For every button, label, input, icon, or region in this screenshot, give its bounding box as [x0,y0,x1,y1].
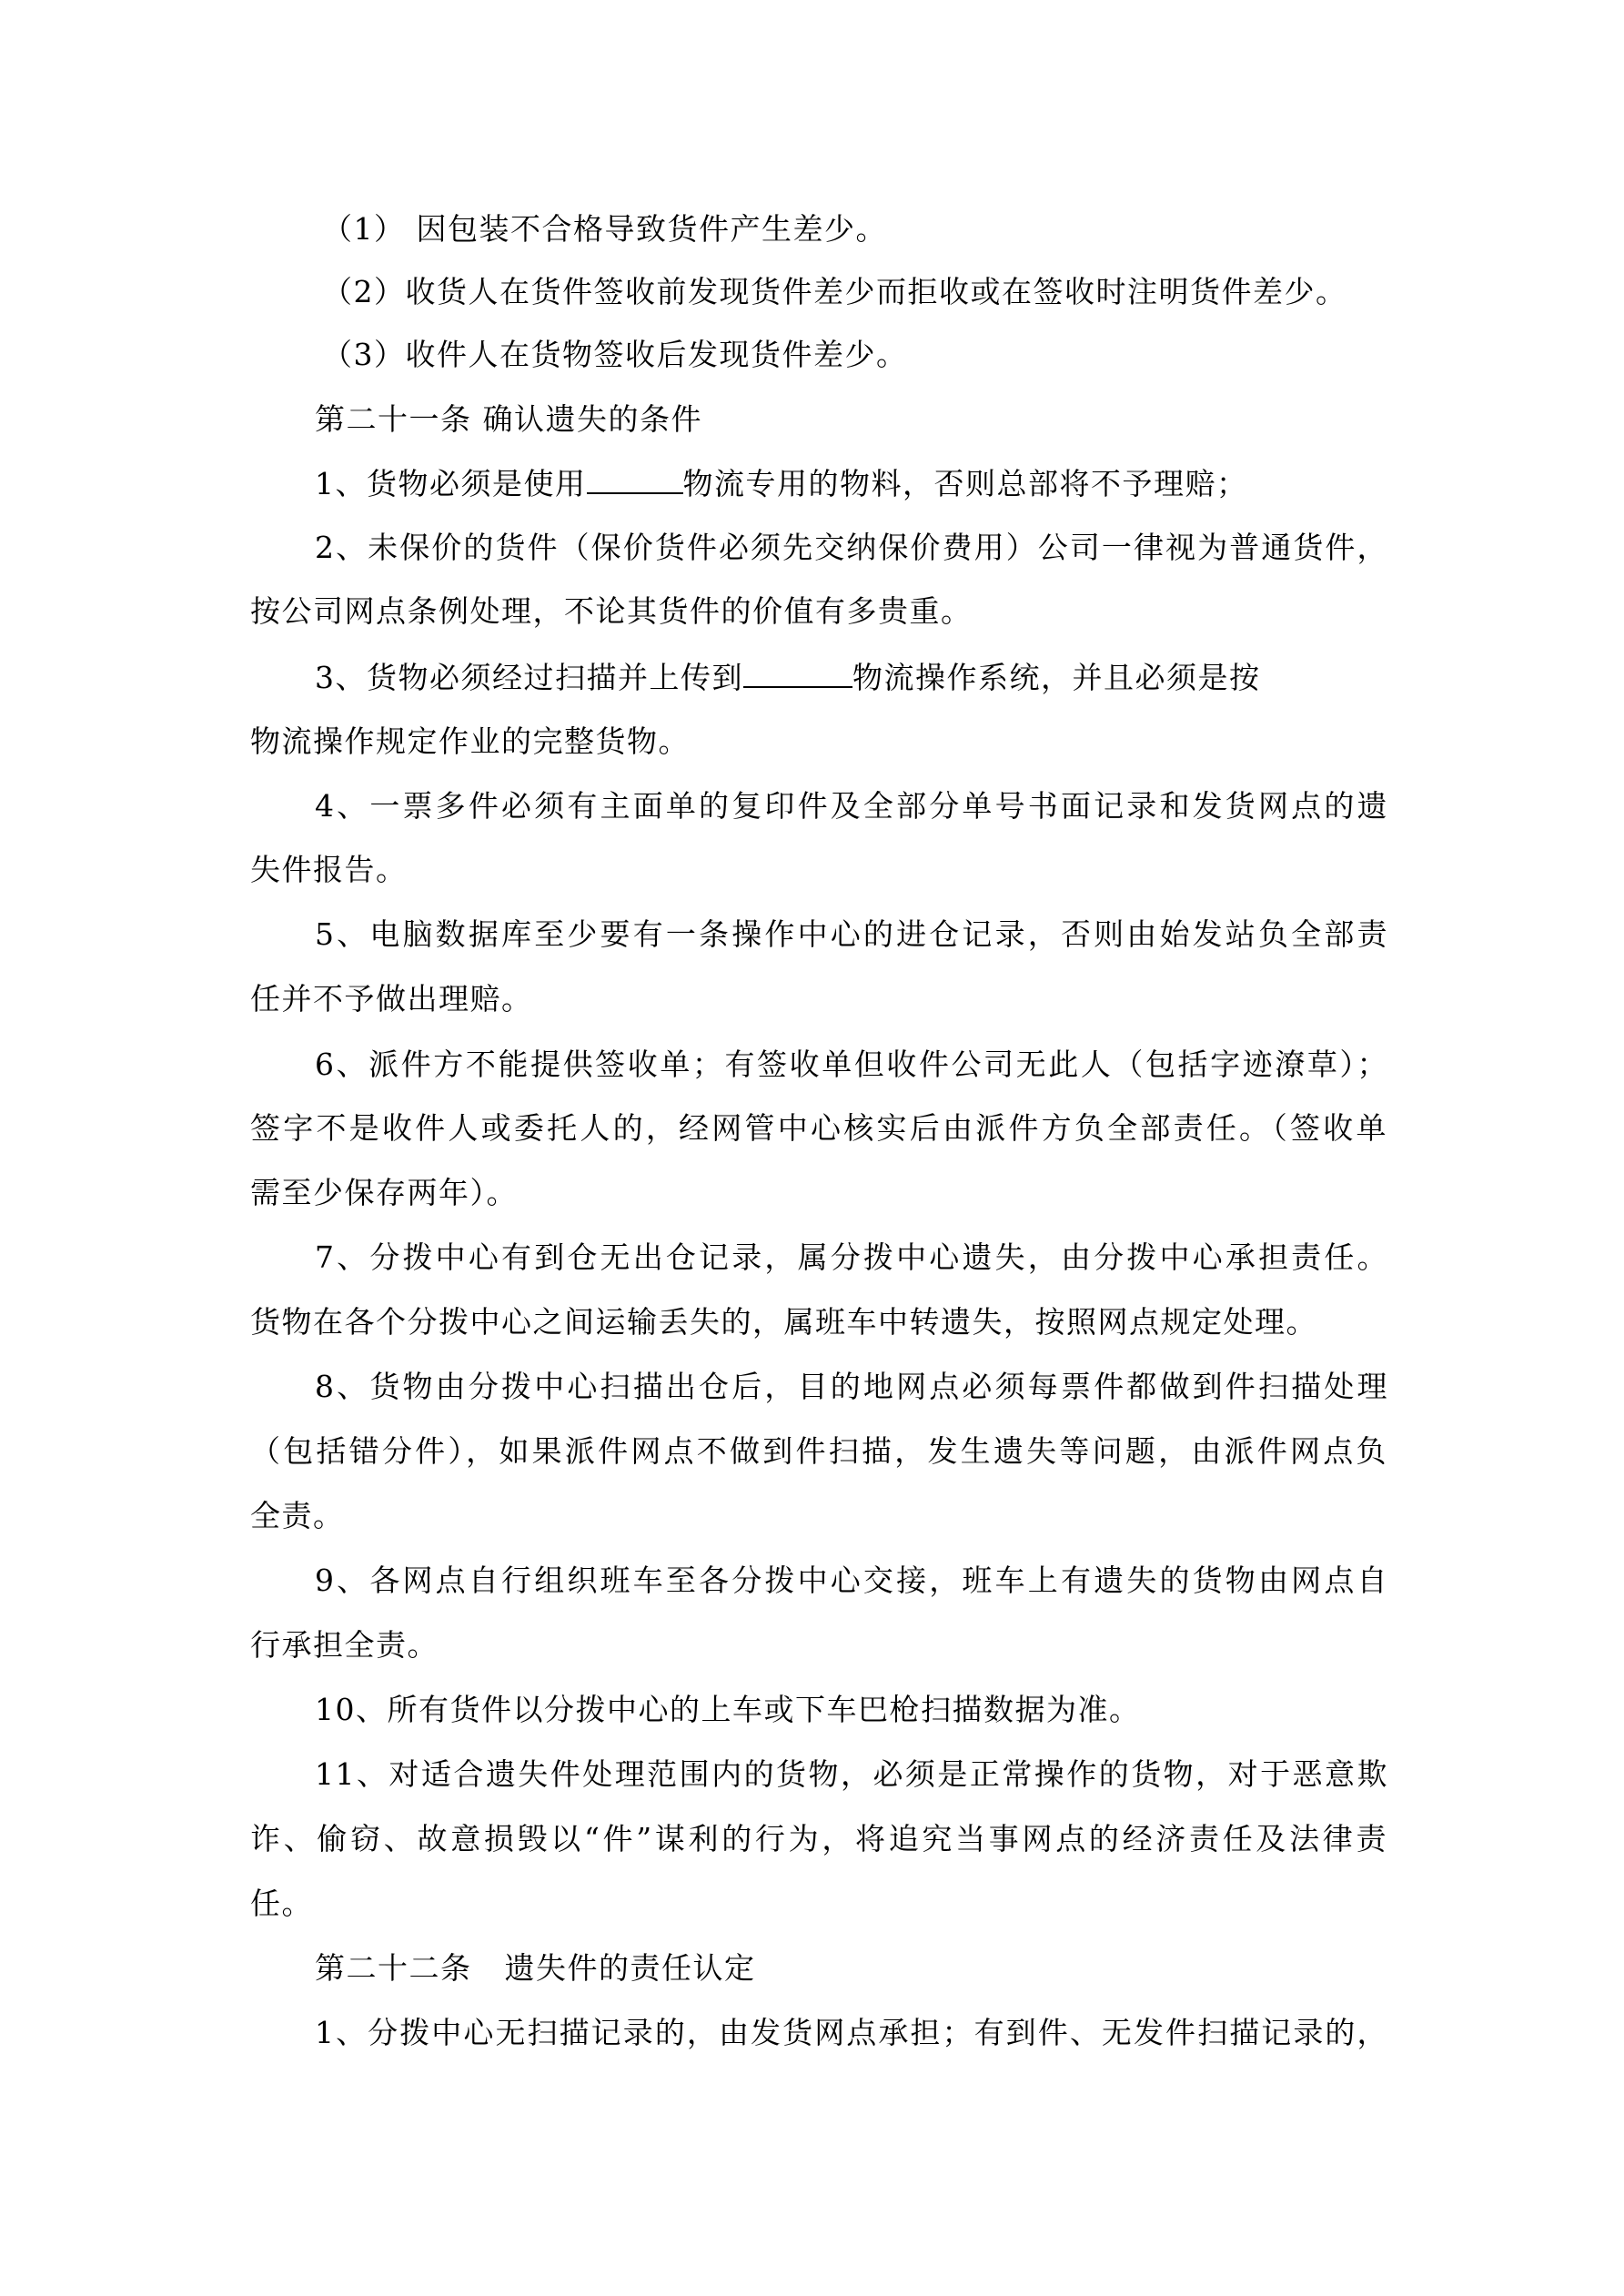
sub-item-2: （2）收货人在货件签收前发现货件差少而拒收或在签收时注明货件差少。 [322,274,1347,309]
item-6-line-1-text: 6、派件方不能提供签收单；有签收单但收件公司无此人（包括字迹潦草）； [315,1047,1388,1082]
item-8-line-1-text: 8、货物由分拨中心扫描出仓后，目的地网点必须每票件都做到件扫描处理 [315,1369,1388,1404]
item-3-text-after: 物流操作系统，并且必须是按 [852,660,1261,695]
article-21-item-3-line-2: 物流操作规定作业的完整货物。 [250,723,690,759]
fill-in-blank [743,659,852,688]
item-6-line-2-text: 签字不是收件人或委托人的，经网管中心核实后由派件方负全部责任。（签收单 [250,1110,1387,1146]
sub-item-3: （3）收件人在货物签收后发现货件差少。 [322,337,908,372]
item-2-line-1-text: 2、未保价的货件（保价货件必须先交纳保价费用）公司一律视为普通货件， [315,530,1388,565]
article-21-item-6-line-3: 需至少保存两年）。 [250,1175,518,1210]
article-21-item-5-line-1 [315,916,1388,953]
item-1-text-before: 1、货物必须是使用 [315,466,587,501]
article-22-item-1-text: 1、分拨中心无扫描记录的，由发货网点承担；有到件、无发件扫描记录的， [315,2015,1388,2050]
article-21-item-8-line-2 [250,1433,1387,1470]
article-21-item-7-line-2: 货物在各个分拨中心之间运输丢失的，属班车中转遗失，按照网点规定处理。 [250,1304,1317,1340]
article-21-item-8-line-1 [315,1369,1388,1405]
item-4-line-1-text: 4、一票多件必须有主面单的复印件及全部分单号书面记录和发货网点的遗 [315,788,1388,824]
item-9-line-1-text: 9、各网点自行组织班车至各分拨中心交接，班车上有遗失的货物由网点自 [315,1563,1388,1598]
article-21-title: 第二十一条 确认遗失的条件 [315,401,702,437]
article-21-item-6-line-1 [315,1047,1388,1083]
article-21-item-4-line-1 [315,788,1388,824]
article-21-item-7-line-1 [315,1239,1388,1276]
article-21-item-11-line-2 [250,1821,1387,1857]
article-21-item-11-line-1 [315,1756,1388,1793]
article-21-item-9-line-2: 行承担全责。 [250,1627,439,1663]
item-11-line-1-text: 11、对适合遗失件处理范围内的货物，必须是正常操作的货物，对于恶意欺 [315,1756,1388,1792]
article-21-item-1 [315,465,1479,502]
article-22-item-1 [315,2015,1388,2051]
article-21-item-10: 10、所有货件以分拨中心的上车或下车巴枪扫描数据为准。 [315,1692,1141,1727]
article-21-item-6-line-2 [250,1110,1387,1147]
item-7-line-1-text: 7、分拨中心有到仓无出仓记录，属分拨中心遗失，由分拨中心承担责任。 [315,1239,1388,1275]
article-21-item-2-line-1 [315,530,1388,566]
article-21-item-8-line-3: 全责。 [250,1498,345,1533]
article-21-item-4-line-2: 失件报告。 [250,852,408,887]
article-21-item-11-line-3: 任。 [250,1886,313,1921]
item-5-line-1-text: 5、电脑数据库至少要有一条操作中心的进仓记录，否则由始发站负全部责 [315,916,1388,952]
article-21-item-3-line-1 [315,659,1388,696]
fill-in-blank [587,465,683,494]
item-1-text-after: 物流专用的物料，否则总部将不予理赔； [682,466,1248,501]
item-3-text-before: 3、货物必须经过扫描并上传到 [315,660,743,695]
article-21-item-5-line-2: 任并不予做出理赔。 [250,981,533,1017]
item-11-line-2-text: 诈、偷窃、故意损毁以“件”谋利的行为，将追究当事网点的经济责任及法律责 [250,1821,1387,1856]
sub-item-1: （1） 因包装不合格导致货件产生差少。 [322,211,887,247]
article-21-item-9-line-1 [315,1563,1388,1599]
article-21-item-2-line-2: 按公司网点条例处理，不论其货件的价值有多贵重。 [250,593,973,629]
article-22-title: 第二十二条 遗失件的责任认定 [315,1950,756,1986]
item-8-line-2-text: （包括错分件），如果派件网点不做到件扫描，发生遗失等问题，由派件网点负 [250,1433,1387,1469]
